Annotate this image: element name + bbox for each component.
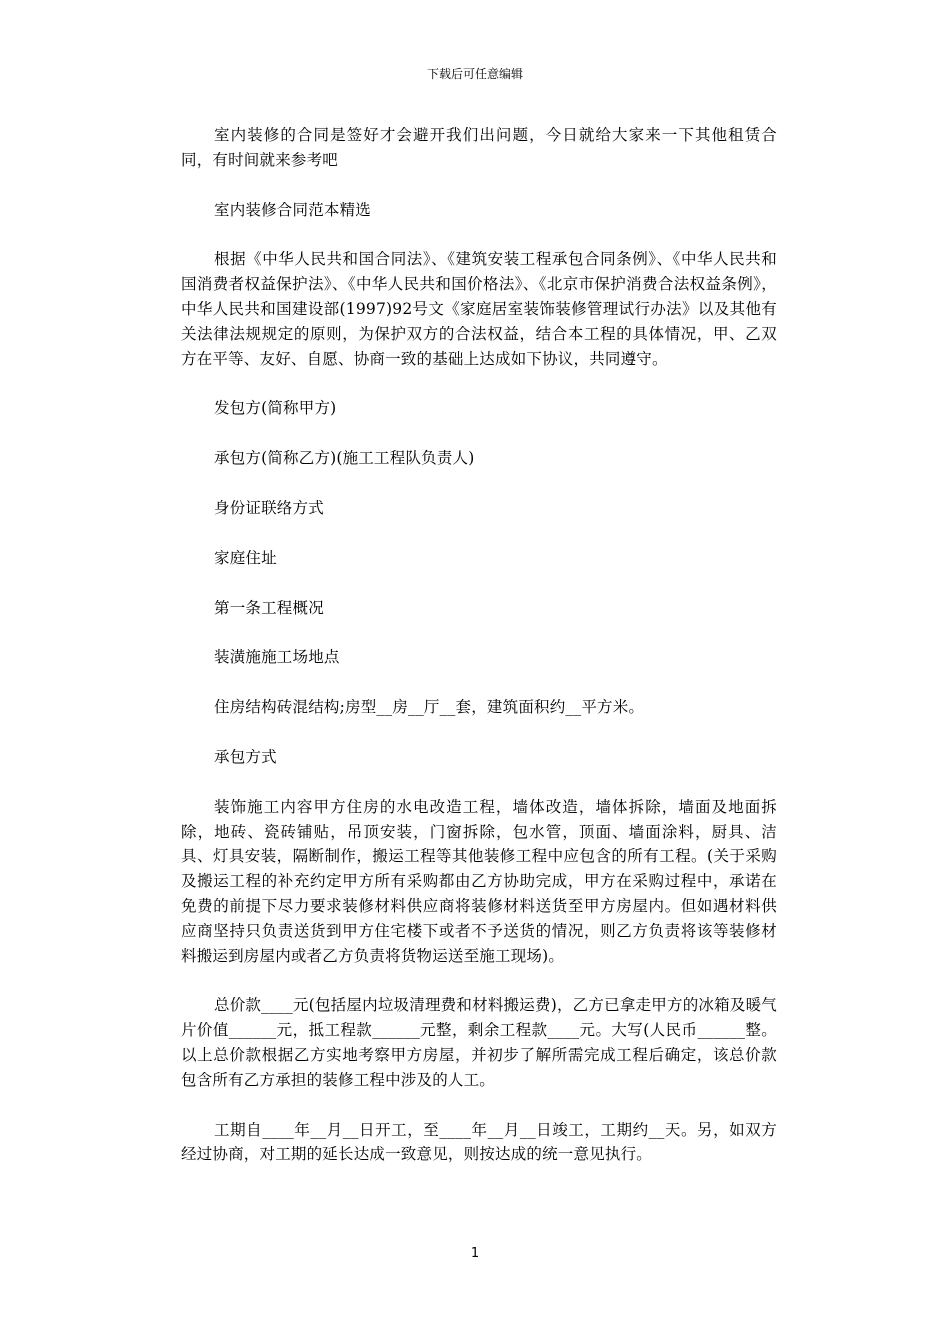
page-header: 下载后可任意编辑 (426, 67, 523, 81)
housing-structure-line: 住房结构砖混结构;房型__房__厅__套，建筑面积约__平方米。 (214, 698, 645, 717)
article-one-heading: 第一条工程概况 (214, 598, 324, 617)
site-location-line: 装潢施施工场地点 (214, 648, 340, 667)
total-price-paragraph: 总价款____元(包括屋内垃圾清理费和材料搬运费)，乙方已拿走甲方的冰箱及暖气片价值______元，抵工程款______元整，剩余工程款____元。大写(人民币______整。以上总价款根据乙方实地考察甲方房屋，并初步了解所需完成工程后确定，该总价款包含所有乙方承担的装修工程中涉及的人工。 (181, 996, 777, 1089)
id-contact-line: 身份证联络方式 (214, 498, 324, 517)
construction-period-paragraph: 工期自____年__月__日开工，至____年__月__日竣工，工期约__天。另，如双方经过协商，对工期的延长达成一致意见，则按达成的统一意见执行。 (181, 1120, 777, 1164)
contract-title: 室内装修合同范本精选 (214, 200, 372, 219)
document-body (181, 123, 777, 1167)
home-address-line: 家庭住址 (214, 548, 277, 567)
party-a-line: 发包方(简称甲方) (214, 399, 337, 418)
construction-content-paragraph: 装饰施工内容甲方住房的水电改造工程，墙体改造，墙体拆除，墙面及地面拆除，地砖、瓷砖铺贴，吊顶安装，门窗拆除，包水管，顶面、墙面涂料，厨具、洁具、灯具安装，隔断制作，搬运工程等其他装修工程中应包含的所有工程。(关于采购及搬运工程的补充约定甲方所有采购都由乙方协助完成，甲方在采购过程中，承诺在免费的前提下尽力要求装修材料供应商将装修材料送货至甲方房屋内。但如遇材料供应商坚持只负责送货到甲方住宅楼下或者不予送货的情况，则乙方负责将该等装修材料搬运到房屋内或者乙方负责将货物运送至施工现场)。 (181, 797, 777, 965)
page-number: 1 (470, 1246, 480, 1261)
party-b-line: 承包方(简称乙方)(施工工程队负责人) (214, 449, 475, 468)
contracting-method-line: 承包方式 (214, 747, 277, 766)
legal-basis-paragraph: 根据《中华人民共和国合同法》、《建筑安装工程承包合同条例》、《中华人民共和国消费者权益保护法》、《中华人民共和国价格法》、《北京市保护消费合法权益条例》，中华人民共和国建设部(1997)92号文《家庭居室装饰装修管理试行办法》以及其他有关法律法规规定的原则，为保护双方的合法权益，结合本工程的具体情况，甲、乙双方在平等、友好、自愿、协商一致的基础上达成如下协议，共同遵守。 (181, 250, 777, 368)
intro-paragraph: 室内装修的合同是签好才会避开我们出问题，今日就给大家来一下其他租赁合同，有时间就来参考吧 (181, 126, 777, 169)
